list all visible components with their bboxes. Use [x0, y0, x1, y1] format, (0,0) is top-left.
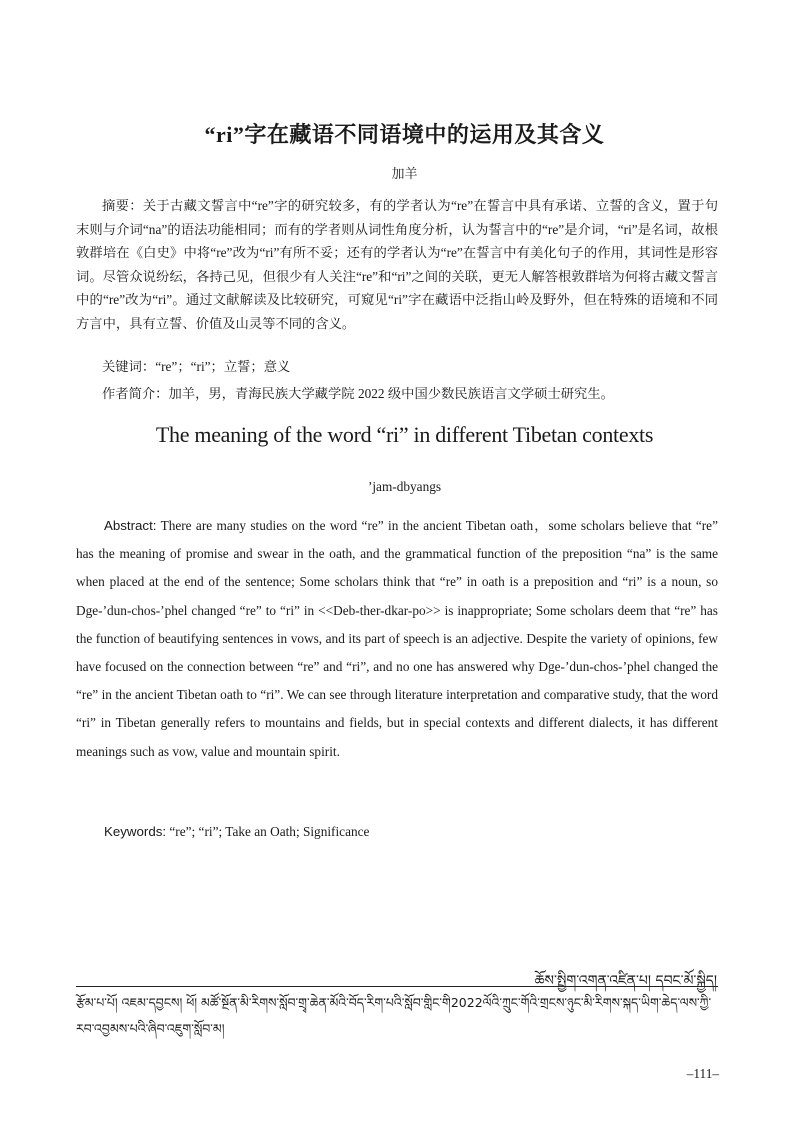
chinese-abstract-text: 关于古藏文誓言中“re”字的研究较多，有的学者认为“re”在誓言中具有承诺、立誓的含义，置于句末则与介词“na”的语法功能相同；而有的学者则从词性角度分析，认为誓言中的“re”是介词，“ri”是名词，故根敦群培在《白史》中将“re”改为“ri”有所不妥；还有的学者认为“re”在誓言中有美化句子的作用，其词性是形容词。尽管众说纷纭，各持己见，但很少有人关注“re”和“ri”之间的关联，更无人解答根敦群培为何将古藏文誓言中的“re”改为“ri”。通过文献解读及比较研究，可窥见“ri”字在藏语中泛指山岭及野外，但在特殊的语境和不同方言中，具有立誓、价值及山灵等不同的含义。 [76, 198, 719, 331]
chinese-abstract [76, 194, 718, 335]
chinese-keywords-label: 关键词： [102, 359, 156, 374]
chinese-abstract-paragraph [76, 194, 718, 335]
chinese-bio-label: 作者简介： [102, 386, 169, 401]
chinese-keywords-text: “re”；“ri”；立誓；意义 [155, 359, 291, 374]
english-keywords [104, 824, 369, 840]
english-keywords-text: “re”; “ri”; Take an Oath; Significance [166, 824, 370, 839]
english-abstract-text: There are many studies on the word “re” in the ancient Tibetan oath，some scholars believe that “re” has the meaning of promise and swear in the oath, and the grammatical function of the preposition “na” is the same when placed at the end of the sentence; Some scholars think that “re” in oath is a preposition and “ri” is a noun, so Dge-’dun-chos-’phel changed “re” to “ri” in <<Deb-ther-dkar-po>> is inappropriate; Some scholars deem that “re” has the function of beautifying sentences in vows, and its part of speech is an adjective. Despite the variety of opinions, few have focused on the connection between “re” and “ri”, and no one has answered why Dge-’dun-chos-’phel changed the “re” in the ancient Tibetan oath to “ri”. We can see through literature interpretation and comparative study, that the word “ri” in Tibetan generally refers to mountains and fields, but in special contexts and different dialects, it has different meanings such as vow, value and mountain spirit. [76, 518, 718, 759]
chinese-author: 加羊 [391, 166, 418, 181]
english-abstract-paragraph [76, 512, 718, 766]
page-number: –111– [686, 1066, 719, 1081]
english-author: ’jam-dbyangs [367, 479, 442, 494]
chinese-author-bio [102, 383, 614, 402]
tibetan-editor-line: ཆོས་སྤྱིག་འགན་འཛིན་པ། དབང་མོ་སྐྱིད། [534, 973, 717, 989]
chinese-title: “ri”字在藏语不同语境中的运用及其含义 [204, 122, 605, 147]
english-abstract-label: Abstract: [104, 518, 157, 533]
english-title: The meaning of the word “ri” in different Tibetan contexts [155, 422, 654, 447]
footnote-divider [76, 986, 718, 987]
english-abstract [76, 512, 718, 766]
chinese-keywords [102, 356, 290, 375]
english-keywords-label: Keywords: [104, 824, 167, 839]
chinese-bio-text: 加羊，男，青海民族大学藏学院 2022 级中国少数民族语言文学硕士研究生。 [168, 386, 614, 401]
chinese-abstract-label: 摘要： [102, 198, 143, 213]
tibetan-footnote: རྩོམ་པ་པོ། འཇམ་དབྱངས། ཕོ། མཚོ་སྔོན་མི་རིགས་སློབ་གྲྭ་ཆེན་མོའི་བོད་རིག་པའི་སློབ་གླིང་གི2022ལོའི་ཀྲུང་གོའི་གྲངས་ཉུང་མི་རིགས་སྐད་ཡིག་ཆེད་ལས་ཀྱི་རབ་འབྱམས་པའི་ཞིབ་འཇུག་སློབ་མ། [76, 995, 712, 1036]
